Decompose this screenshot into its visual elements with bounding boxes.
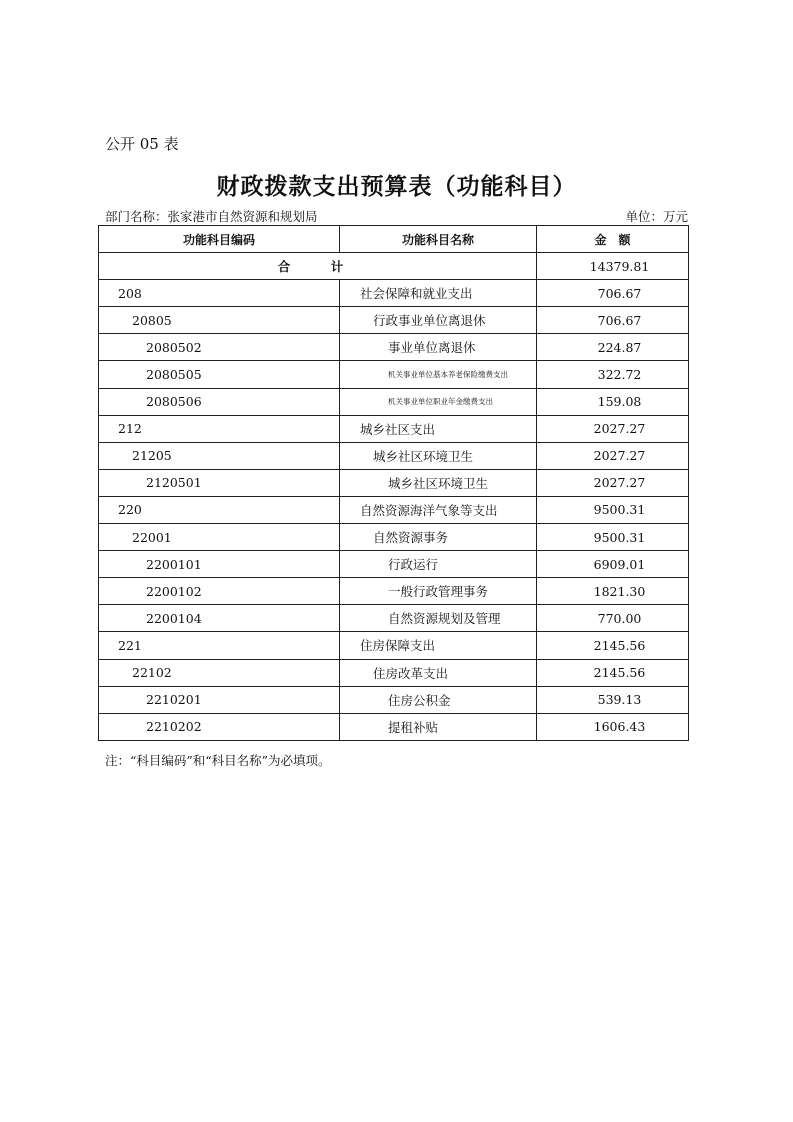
row-amount: 2145.56 <box>537 632 689 659</box>
row-name: 自然资源海洋气象等支出 <box>340 496 537 523</box>
row-code: 22001 <box>99 524 340 551</box>
row-amount: 159.08 <box>537 388 689 415</box>
table-row <box>99 713 689 740</box>
row-name: 机关事业单位基本养老保险缴费支出 <box>340 361 537 388</box>
row-code: 208 <box>99 280 340 307</box>
row-code: 22102 <box>99 659 340 686</box>
row-code: 2200104 <box>99 605 340 632</box>
row-amount: 1606.43 <box>537 713 689 740</box>
row-name: 城乡社区环境卫生 <box>340 469 537 496</box>
row-amount: 9500.31 <box>537 496 689 523</box>
table-row <box>99 469 689 496</box>
row-code: 2200102 <box>99 578 340 605</box>
header-amount: 金 额 <box>537 226 689 253</box>
table-row <box>99 632 689 659</box>
table-row <box>99 524 689 551</box>
header-code: 功能科目编码 <box>99 226 340 253</box>
row-name: 住房改革支出 <box>340 659 537 686</box>
row-name: 一般行政管理事务 <box>340 578 537 605</box>
row-name: 城乡社区环境卫生 <box>340 442 537 469</box>
row-amount: 9500.31 <box>537 524 689 551</box>
table-row <box>99 551 689 578</box>
department-name: 部门名称：张家港市自然资源和规划局 <box>105 209 318 224</box>
row-amount: 706.67 <box>537 307 689 334</box>
row-code: 2200101 <box>99 551 340 578</box>
row-amount: 2027.27 <box>537 415 689 442</box>
table-row <box>99 415 689 442</box>
row-code: 21205 <box>99 442 340 469</box>
row-name: 自然资源事务 <box>340 524 537 551</box>
row-code: 20805 <box>99 307 340 334</box>
table-row <box>99 496 689 523</box>
total-amount: 14379.81 <box>537 253 689 280</box>
table-row <box>99 442 689 469</box>
row-amount: 2145.56 <box>537 659 689 686</box>
row-amount: 2027.27 <box>537 469 689 496</box>
table-row <box>99 659 689 686</box>
table-row <box>99 280 689 307</box>
row-name: 机关事业单位职业年金缴费支出 <box>340 388 537 415</box>
row-name: 城乡社区支出 <box>340 415 537 442</box>
table-row <box>99 361 689 388</box>
meta-line <box>105 207 688 225</box>
row-amount: 706.67 <box>537 280 689 307</box>
row-code: 2210202 <box>99 713 340 740</box>
row-code: 2080506 <box>99 388 340 415</box>
total-row <box>99 253 689 280</box>
table-row <box>99 307 689 334</box>
table-row <box>99 605 689 632</box>
table-row <box>99 686 689 713</box>
unit-label: 单位：万元 <box>625 209 688 224</box>
document-label: 公开 05 表 <box>105 135 179 153</box>
row-name: 社会保障和就业支出 <box>340 280 537 307</box>
row-name: 行政运行 <box>340 551 537 578</box>
row-amount: 1821.30 <box>537 578 689 605</box>
row-name: 行政事业单位离退休 <box>340 307 537 334</box>
footnote: 注：“科目编码”和“科目名称”为必填项。 <box>105 753 331 768</box>
row-code: 221 <box>99 632 340 659</box>
row-amount: 322.72 <box>537 361 689 388</box>
row-code: 2080502 <box>99 334 340 361</box>
table-header-row <box>99 226 689 253</box>
row-amount: 224.87 <box>537 334 689 361</box>
row-name: 事业单位离退休 <box>340 334 537 361</box>
row-name: 住房公积金 <box>340 686 537 713</box>
row-amount: 6909.01 <box>537 551 689 578</box>
row-code: 2120501 <box>99 469 340 496</box>
budget-table <box>98 225 689 741</box>
total-label: 合 计 <box>99 253 537 280</box>
row-name: 自然资源规划及管理 <box>340 605 537 632</box>
table-row <box>99 578 689 605</box>
row-code: 2210201 <box>99 686 340 713</box>
row-amount: 2027.27 <box>537 442 689 469</box>
page-title: 财政拨款支出预算表（功能科目） <box>216 174 577 200</box>
row-amount: 770.00 <box>537 605 689 632</box>
row-code: 212 <box>99 415 340 442</box>
row-code: 2080505 <box>99 361 340 388</box>
row-amount: 539.13 <box>537 686 689 713</box>
row-code: 220 <box>99 496 340 523</box>
header-name: 功能科目名称 <box>340 226 537 253</box>
row-name: 提租补贴 <box>340 713 537 740</box>
row-name: 住房保障支出 <box>340 632 537 659</box>
table-row <box>99 334 689 361</box>
table-body <box>99 253 689 741</box>
table-row <box>99 388 689 415</box>
